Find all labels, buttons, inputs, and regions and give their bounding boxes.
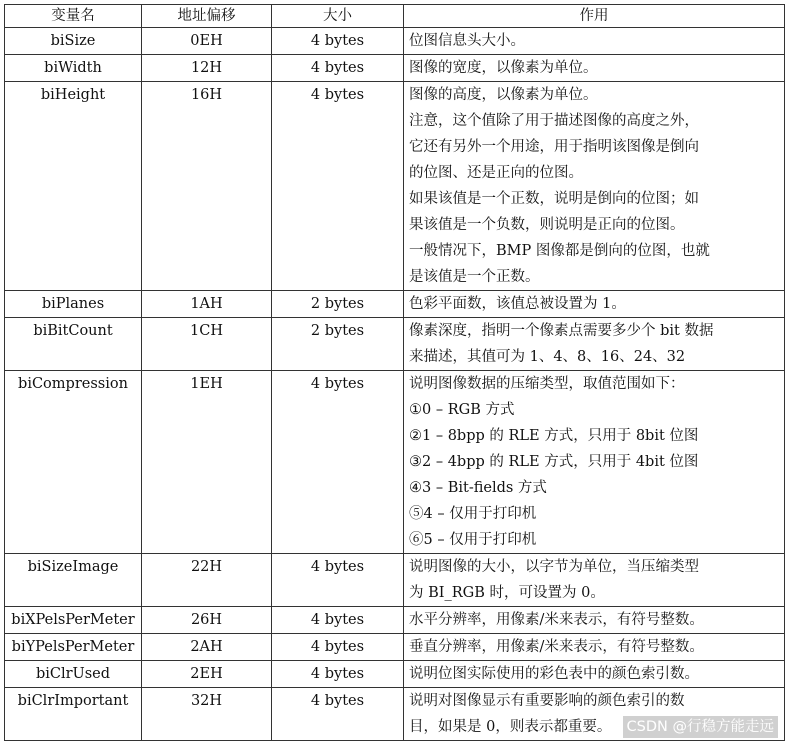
purpose-line: 位图信息头大小。	[409, 33, 525, 49]
table-row	[5, 28, 785, 55]
watermark: CSDN @行稳方能走远	[623, 716, 778, 738]
purpose-line: 垂直分辨率，用像素/米来表示，有符号整数。	[409, 639, 704, 655]
cell-size: 2 bytes	[272, 291, 404, 318]
purpose-line: 果该值是一个负数，则说明是正向的位图。	[409, 217, 685, 233]
cell-size: 4 bytes	[272, 634, 404, 661]
cell-variable-name: biWidth	[5, 55, 142, 82]
cell-variable-name: biPlanes	[5, 291, 142, 318]
cell-offset: 22H	[142, 554, 272, 607]
cell-size: 4 bytes	[272, 55, 404, 82]
purpose-line: ①0 – RGB 方式	[409, 402, 515, 418]
purpose-line: 图像的高度，以像素为单位。	[409, 87, 598, 103]
table-body	[5, 28, 785, 741]
purpose-line: 说明图像的大小，以字节为单位，当压缩类型	[409, 559, 699, 575]
cell-purpose	[404, 607, 785, 634]
purpose-line: 它还有另外一个用途，用于指明该图像是倒向	[409, 139, 699, 155]
table-row	[5, 82, 785, 291]
cell-variable-name: biClrImportant	[5, 688, 142, 741]
cell-offset: 1EH	[142, 371, 272, 554]
table-row	[5, 554, 785, 607]
cell-variable-name: biSizeImage	[5, 554, 142, 607]
cell-size: 4 bytes	[272, 371, 404, 554]
bitmap-info-header-table	[4, 4, 785, 741]
purpose-line: 色彩平面数，该值总被设置为 1。	[409, 296, 626, 312]
cell-offset: 1CH	[142, 318, 272, 371]
purpose-line: 如果该值是一个正数，说明是倒向的位图；如	[409, 191, 699, 207]
cell-offset: 32H	[142, 688, 272, 741]
purpose-line: ⑥5 – 仅用于打印机	[409, 532, 537, 548]
purpose-line: 目，如果是 0，则表示都重要。	[409, 719, 612, 735]
purpose-line: 说明图像数据的压缩类型，取值范围如下：	[409, 376, 685, 392]
column-header-variable-name: 变量名	[5, 5, 142, 28]
table-row	[5, 318, 785, 371]
purpose-line: 为 BI_RGB 时，可设置为 0。	[409, 585, 605, 601]
purpose-line: ③2 – 4bpp 的 RLE 方式，只用于 4bit 位图	[409, 454, 699, 470]
purpose-line: 说明对图像显示有重要影响的颜色索引的数	[409, 693, 685, 709]
cell-variable-name: biHeight	[5, 82, 142, 291]
table-row	[5, 371, 785, 554]
purpose-line: 水平分辨率，用像素/米来表示，有符号整数。	[409, 612, 704, 628]
cell-purpose	[404, 554, 785, 607]
column-header-purpose: 作用	[404, 5, 785, 28]
cell-variable-name: biXPelsPerMeter	[5, 607, 142, 634]
cell-offset: 16H	[142, 82, 272, 291]
column-header-offset: 地址偏移	[142, 5, 272, 28]
purpose-line: 像素深度，指明一个像素点需要多少个 bit 数据	[409, 323, 714, 339]
purpose-line: 说明位图实际使用的彩色表中的颜色索引数。	[409, 666, 699, 682]
purpose-line: ②1 – 8bpp 的 RLE 方式，只用于 8bit 位图	[409, 428, 699, 444]
cell-variable-name: biSize	[5, 28, 142, 55]
cell-size: 2 bytes	[272, 318, 404, 371]
cell-variable-name: biClrUsed	[5, 661, 142, 688]
cell-size: 4 bytes	[272, 28, 404, 55]
cell-purpose	[404, 634, 785, 661]
cell-size: 4 bytes	[272, 554, 404, 607]
cell-size: 4 bytes	[272, 607, 404, 634]
cell-offset: 26H	[142, 607, 272, 634]
cell-purpose	[404, 291, 785, 318]
purpose-line: ④3 – Bit-fields 方式	[409, 480, 547, 496]
cell-purpose	[404, 318, 785, 371]
purpose-line: 的位图、还是正向的位图。	[409, 165, 583, 181]
cell-purpose	[404, 371, 785, 554]
table-row	[5, 634, 785, 661]
table-row	[5, 661, 785, 688]
purpose-line: ⑤4 – 仅用于打印机	[409, 506, 537, 522]
table-row	[5, 55, 785, 82]
cell-offset: 2EH	[142, 661, 272, 688]
column-header-size: 大小	[272, 5, 404, 28]
cell-size: 4 bytes	[272, 688, 404, 741]
purpose-line: 图像的宽度，以像素为单位。	[409, 60, 598, 76]
purpose-line: 是该值是一个正数。	[409, 269, 540, 285]
cell-purpose	[404, 55, 785, 82]
cell-size: 4 bytes	[272, 82, 404, 291]
cell-offset: 0EH	[142, 28, 272, 55]
purpose-line: 来描述，其值可为 1、4、8、16、24、32	[409, 349, 686, 365]
cell-offset: 12H	[142, 55, 272, 82]
cell-variable-name: biYPelsPerMeter	[5, 634, 142, 661]
table-header-row	[5, 5, 785, 28]
cell-variable-name: biCompression	[5, 371, 142, 554]
purpose-line: 注意，这个值除了用于描述图像的高度之外，	[409, 113, 699, 129]
cell-variable-name: biBitCount	[5, 318, 142, 371]
table-row	[5, 607, 785, 634]
cell-purpose	[404, 661, 785, 688]
purpose-line: 一般情况下，BMP 图像都是倒向的位图，也就	[409, 243, 710, 259]
cell-purpose	[404, 82, 785, 291]
cell-purpose	[404, 28, 785, 55]
table-row	[5, 291, 785, 318]
cell-offset: 1AH	[142, 291, 272, 318]
cell-size: 4 bytes	[272, 661, 404, 688]
cell-offset: 2AH	[142, 634, 272, 661]
